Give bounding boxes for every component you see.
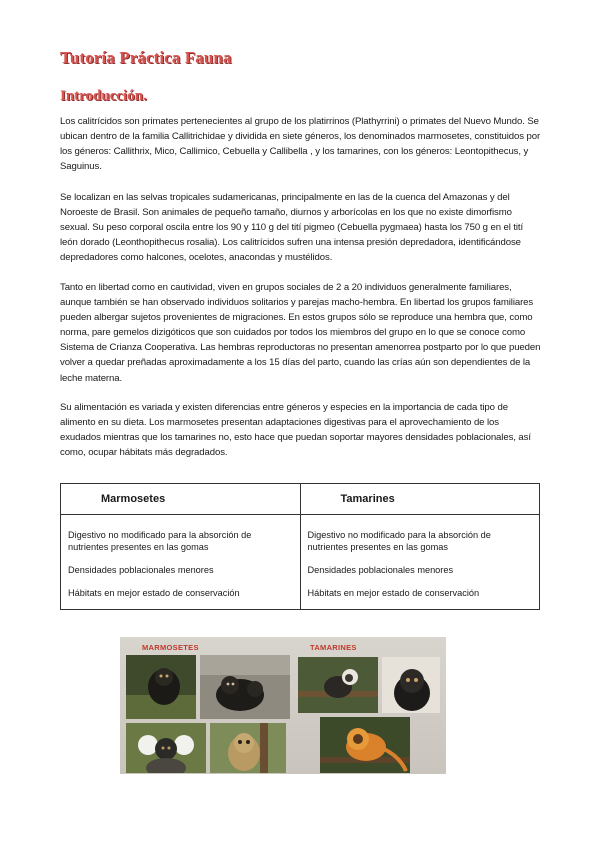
marmoset-photo-3 xyxy=(126,723,206,773)
table-row xyxy=(61,515,540,610)
comparison-table xyxy=(60,483,540,610)
collage-label-tamarines: TAMARINES xyxy=(310,643,357,652)
tamarin-photo-2 xyxy=(382,657,440,713)
tamarin-photo-3 xyxy=(320,717,410,773)
table-cell-line: Digestivo no modificado para la absorción de nutrientes presentes en las gomas xyxy=(68,530,252,552)
table-cell-line: Hábitats en mejor estado de conservación xyxy=(307,588,480,598)
marmoset-photo-1 xyxy=(126,655,196,719)
table-cell-line: Hábitats en mejor estado de conservación xyxy=(68,588,240,598)
table-cell-marmosetes xyxy=(61,515,301,610)
marmoset-photo-4 xyxy=(210,723,286,773)
paragraph-1: Los calitrícidos son primates pertenecientes al grupo de los platirrinos (Plathyrrini) o primates del Nuevo Mundo. Se ubican dentro de la familia Callitrichidae y dividida en siete géneros, los denominados marmosetes, constituidos por los géneros: Callithrix, Mico, Callimico, Cebuella y Callibella , y los tamarines, con los géneros: Leontopithecus, y Saguinus. xyxy=(60,116,541,173)
table-header-marmosetes: Marmosetes xyxy=(61,484,301,515)
table-header-tamarines: Tamarines xyxy=(300,484,540,515)
table-header-row xyxy=(61,484,540,515)
table-cell-tamarines xyxy=(300,515,540,610)
paragraph-4: Su alimentación es variada y existen diferencias entre géneros y especies en la importancia de cada tipo de alimento en su dieta. Los marmosetes presentan adaptaciones digestivas para el aprovechamiento de los exudados mientras que los tamarines no, esto hace que puedan soportar mayores densidades poblacionales, así como, ocupar hábitats más degradados. xyxy=(60,402,531,459)
section-heading-introduccion: Introducción. xyxy=(60,88,147,104)
paragraph-3: Tanto en libertad como en cautividad, viven en grupos sociales de 2 a 20 individuos generalmente familiares, aunque también se han observado individuos solitarios y parejas macho-hembra. En libertad los grupos familiares pueden albergar sujetos provenientes de migraciones. En estos grupos sólo se reproduce una hembra que, como norma, pare gemelos dizigóticos que son cuidados por todos los miembros del grupo en lo que se conoce como Sistema de Crianza Cooperativa. Las hembras reproductoras no presentan amenorrea postparto por lo que pueden volver a quedar preñadas aproximadamente a los 15 días del parto, cuando las crías aún son dependientes de la leche materna. xyxy=(60,282,541,384)
table-cell-line: Densidades poblacionales menores xyxy=(307,565,454,575)
collage-label-marmosetes: MARMOSETES xyxy=(142,643,199,652)
marmoset-photo-2 xyxy=(200,655,290,719)
paragraph-2: Se localizan en las selvas tropicales sudamericanas, principalmente en las de la cuenca del Amazonas y del Noroeste de Brasil. Son animales de pequeño tamaño, diurnos y arborícolas en los que no existe dimorfismo sexual. Su peso corporal oscila entre los 90 y 110 g del tití pigmeo (Cebuella pygmaea) hasta los 750 g en el tití león dorado (Leonthopithecus rosalia). Los calitrícidos sufren una intensa presión depredadora, identificándose depredadores como halcones, ocelotes, anacondas y mustélidos. xyxy=(60,192,524,264)
primate-photo-collage xyxy=(120,637,446,774)
document-title: Tutoría Práctica Fauna xyxy=(60,48,232,67)
tamarin-photo-1 xyxy=(298,657,378,713)
table-cell-line: Digestivo no modificado para la absorción de nutrientes presentes en las gomas xyxy=(307,530,491,552)
table-cell-line: Densidades poblacionales menores xyxy=(68,565,214,575)
